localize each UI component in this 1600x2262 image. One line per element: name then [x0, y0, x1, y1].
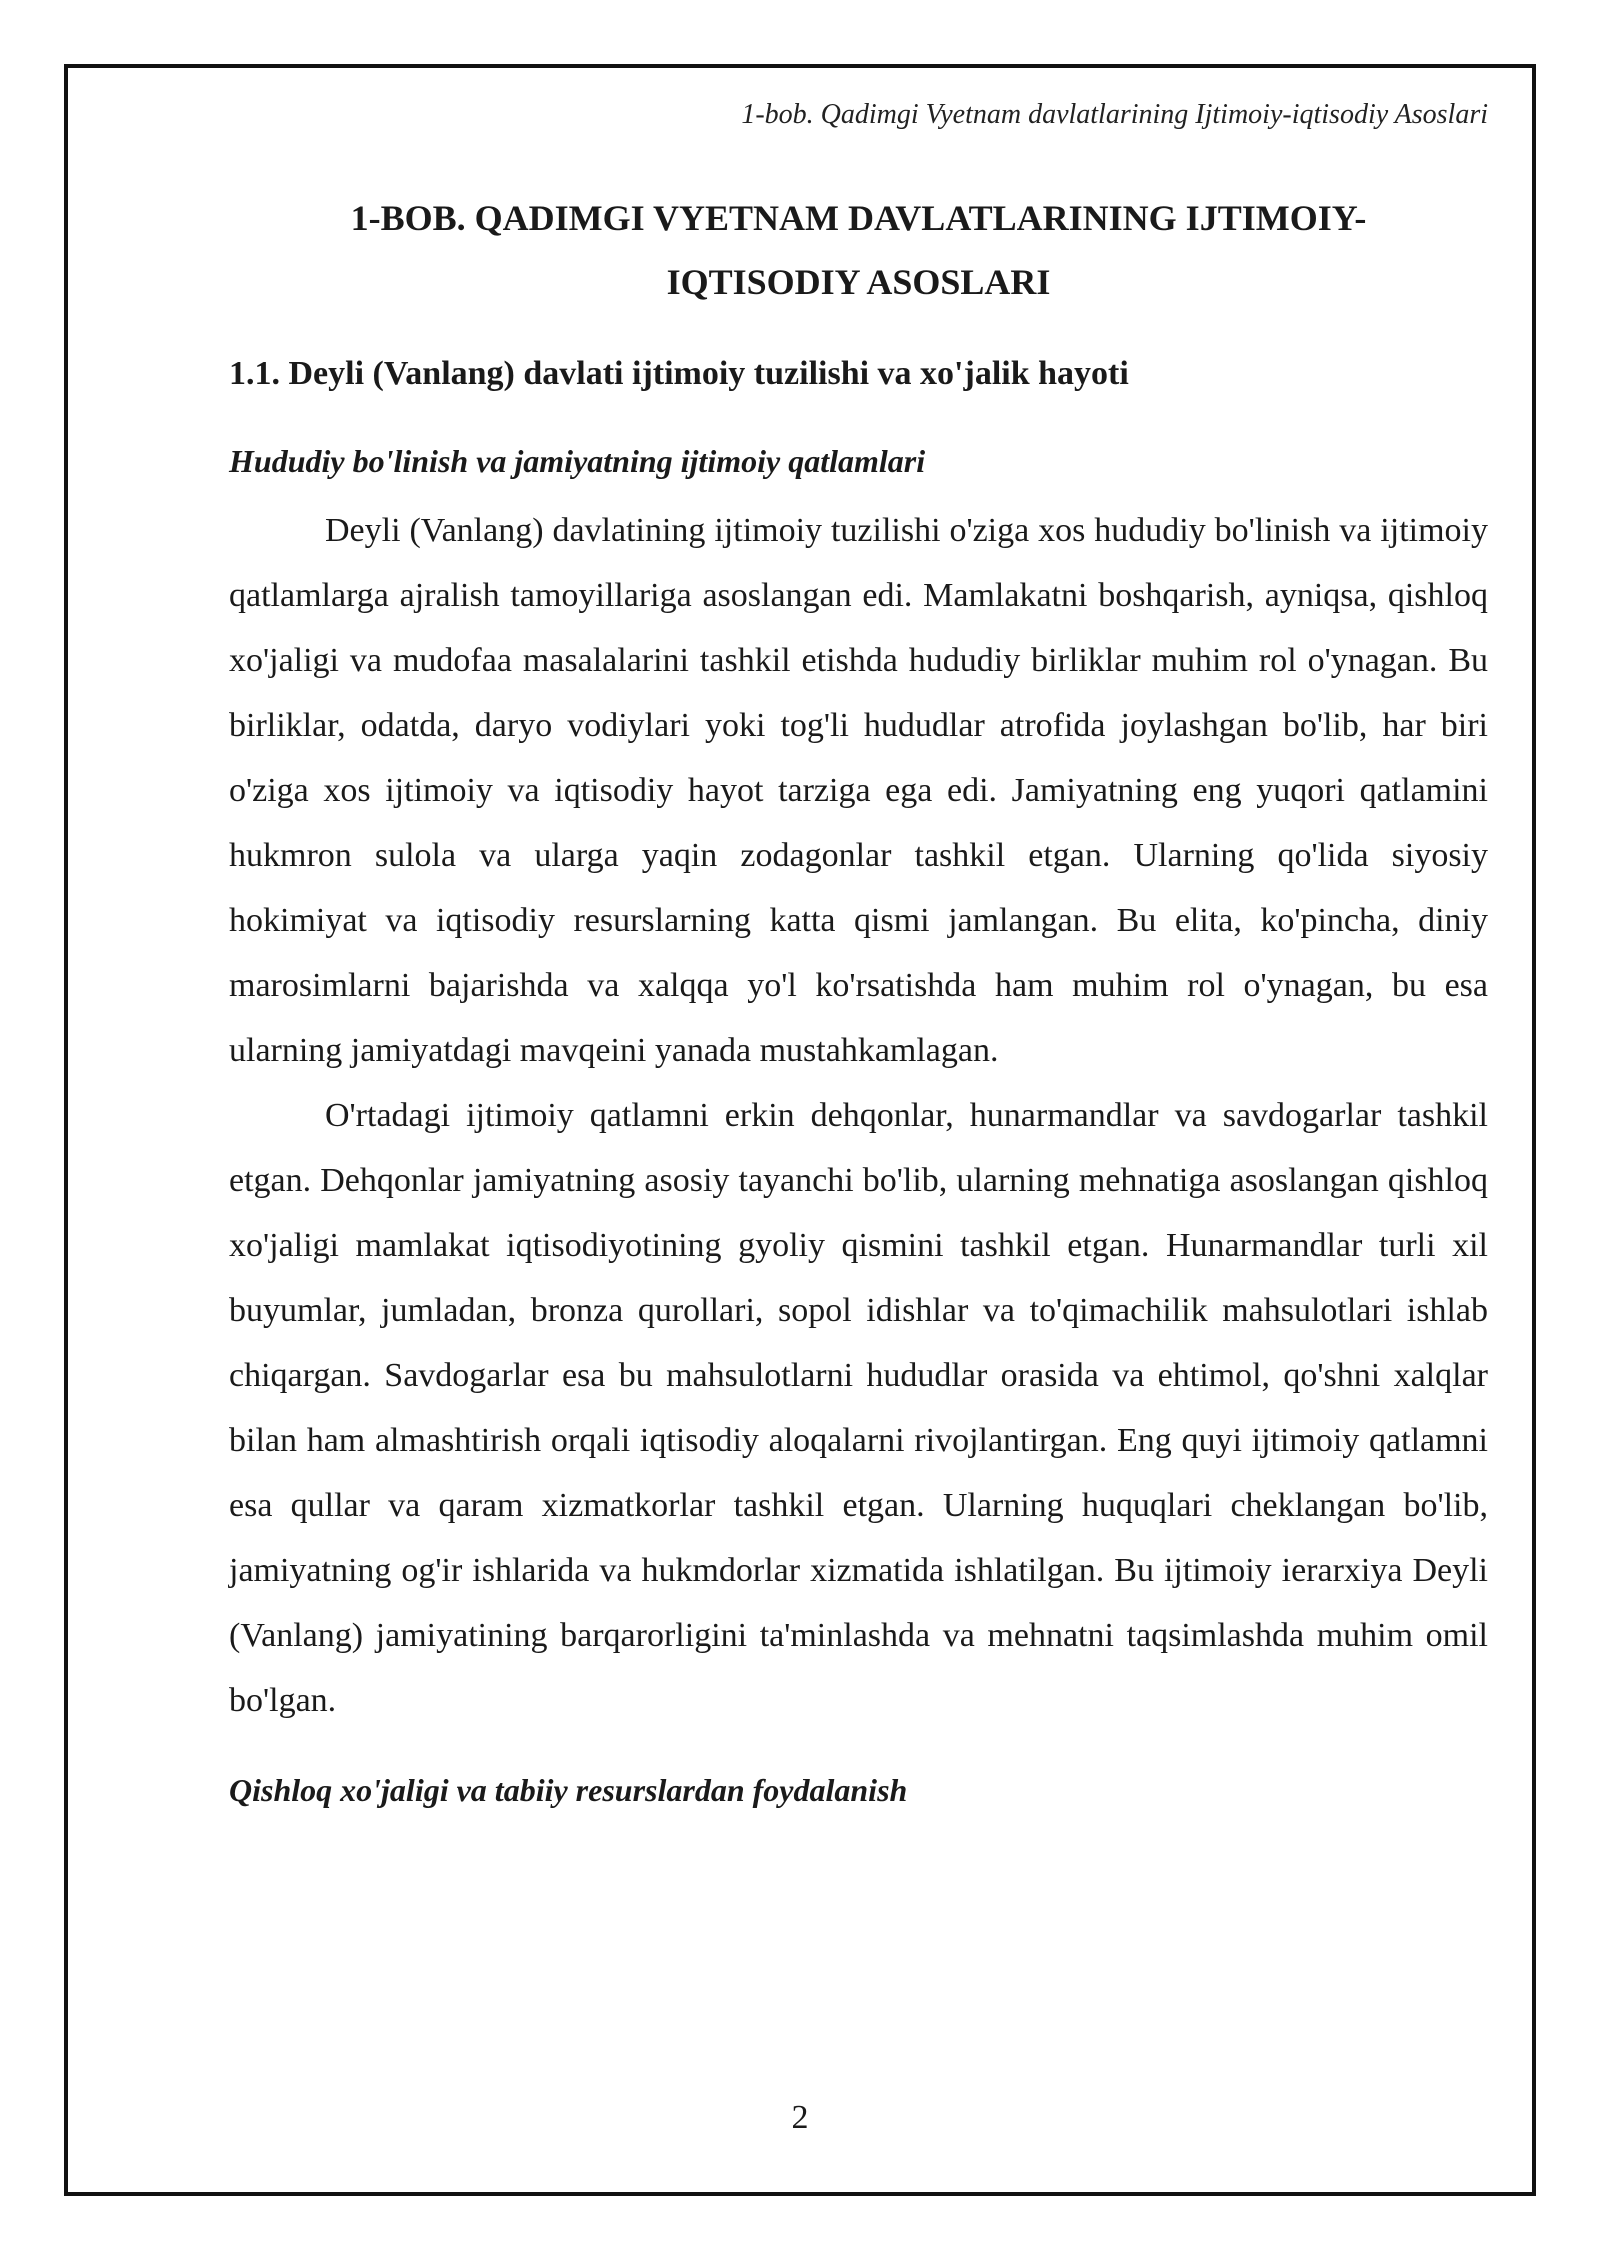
- running-header: 1-bob. Qadimgi Vyetnam davlatlarining Ijtimoiy-iqtisodiy Asoslari: [741, 99, 1488, 130]
- body-paragraph: O'rtadagi ijtimoiy qatlamni erkin dehqonlar, hunarmandlar va savdogarlar tashkil etgan. Dehqonlar jamiyatning asosiy tayanchi bo'lib, ularning mehnatiga asoslangan qishloq xo'jaligi mamlakat iqtisodiyotining gyoliy qismini tashkil etgan. Hunarmandlar turli xil buyumlar, jumladan, bronza qurollari, sopol idishlar va to'qimachilik mahsulotlari ishlab chiqargan. Savdogarlar esa bu mahsulotlarni hududlar orasida va ehtimol, qo'shni xalqlar bilan ham almashtirish orqali iqtisodiy aloqalarni rivojlantirgan. Eng quyi ijtimoiy qatlamni esa qullar va qaram xizmatkorlar tashkil etgan. Ularning huquqlari cheklangan bo'lib, jamiyatning og'ir ishlarida va hukmdorlar xizmatida ishlatilgan. Bu ijtimoiy ierarxiya Deyli (Vanlang) jamiyatining barqarorligini ta'minlashda va mehnatni taqsimlashda muhim omil bo'lgan.: [229, 1097, 1488, 1719]
- section-title: 1.1. Deyli (Vanlang) davlati ijtimoiy tuzilishi va xo'jalik hayoti: [229, 355, 1129, 392]
- page-number: 2: [791, 2099, 809, 2136]
- body-paragraph: Deyli (Vanlang) davlatining ijtimoiy tuzilishi o'ziga xos hududiy bo'linish va ijtimoiy qatlamlarga ajralish tamoyillariga asoslangan edi. Mamlakatni boshqarish, ayniqsa, qishloq xo'jaligi va mudofaa masalalarini tashkil etishda hududiy birliklar muhim rol o'ynagan. Bu birliklar, odatda, daryo vodiylari yoki tog'li hududlar atrofida joylashgan bo'lib, har biri o'ziga xos ijtimoiy va iqtisodiy hayot tarziga ega edi. Jamiyatning eng yuqori qatlamini hukmron sulola va ularga yaqin zodagonlar tashkil etgan. Ularning qo'lida siyosiy hokimiyat va iqtisodiy resurslarning katta qismi jamlangan. Bu elita, ko'pincha, diniy marosimlarni bajarishda va xalqqa yo'l ko'rsatishda ham muhim rol o'ynagan, bu esa ularning jamiyatdagi mavqeini yanada mustahkamlagan.: [229, 512, 1488, 1069]
- page-content: [229, 186, 1488, 1811]
- subsection-title-social-layers: Hududiy bo'linish va jamiyatning ijtimoiy qatlamlari: [229, 443, 926, 479]
- subsection-title-agriculture: Qishloq xo'jaligi va tabiiy resurslardan foydalanish: [229, 1772, 908, 1808]
- chapter-title: 1-BOB. QADIMGI VYETNAM DAVLATLARINING IJTIMOIY-IQTISODIY ASOSLARI: [350, 198, 1367, 302]
